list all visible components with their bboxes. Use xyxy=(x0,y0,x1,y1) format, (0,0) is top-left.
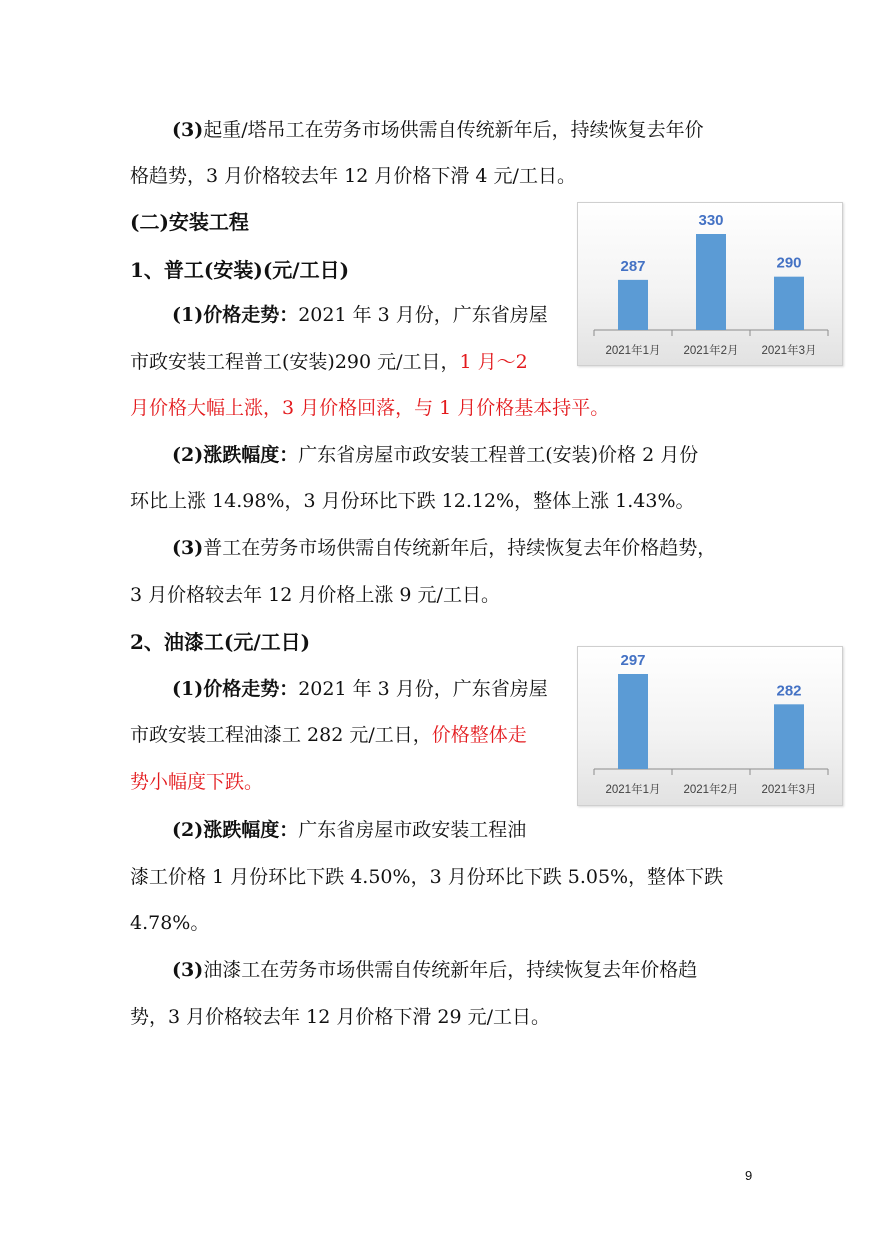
laborer-heading: 1、普工(安装)(元/工日) xyxy=(130,258,350,282)
painter-data-label: 297 xyxy=(620,652,646,669)
laborer-p2-label: (2)涨跌幅度： xyxy=(172,444,299,466)
laborer-price-chart-svg xyxy=(578,203,842,365)
section-heading-install: (二)安装工程 xyxy=(130,210,249,234)
laborer-price-chart xyxy=(577,202,843,366)
laborer-p2-line2: 环比上涨 14.98%，3 月份环比下跌 12.12%，整体上涨 1.43%。 xyxy=(130,490,695,512)
laborer-data-label: 330 xyxy=(698,212,724,229)
laborer-p1-label: (1)价格走势： xyxy=(172,304,299,326)
painter-p3-line1: (3)油漆工在劳务市场供需自传统新年后，持续恢复去年价格趋 xyxy=(172,959,698,981)
laborer-p3-prefix: (3) xyxy=(172,537,204,559)
laborer-category-label: 2021年3月 xyxy=(761,345,817,357)
painter-bar xyxy=(618,674,648,769)
painter-p3-prefix: (3) xyxy=(172,959,204,981)
crane-p3-line1: (3)起重/塔吊工在劳务市场供需自传统新年后，持续恢复去年价 xyxy=(172,119,704,141)
laborer-bar xyxy=(774,277,804,330)
painter-p2-line3: 4.78%。 xyxy=(130,912,210,934)
painter-p2-line1: (2)涨跌幅度：广东省房屋市政安装工程油 xyxy=(172,819,527,841)
laborer-category-label: 2021年1月 xyxy=(605,345,661,357)
laborer-p3-line1: (3)普工在劳务市场供需自传统新年后，持续恢复去年价格趋势， xyxy=(172,537,717,559)
laborer-bar xyxy=(696,234,726,330)
laborer-bar xyxy=(618,280,648,330)
painter-heading: 2、油漆工(元/工日) xyxy=(130,630,311,654)
laborer-data-label: 287 xyxy=(620,257,646,275)
painter-category-label: 2021年3月 xyxy=(761,784,817,796)
painter-category-label: 2021年1月 xyxy=(605,784,661,796)
painter-data-label: 282 xyxy=(776,682,802,700)
laborer-p2-line1: (2)涨跌幅度：广东省房屋市政安装工程普工(安装)价格 2 月份 xyxy=(172,444,699,466)
painter-p2-label: (2)涨跌幅度： xyxy=(172,819,299,841)
painter-bar xyxy=(774,704,804,769)
painter-category-label: 2021年2月 xyxy=(683,784,739,796)
laborer-p1-line2: 市政安装工程普工(安装)290 元/工日，1 月～2 xyxy=(130,351,528,373)
laborer-p3-line2: 3 月价格较去年 12 月价格上涨 9 元/工日。 xyxy=(130,584,500,606)
painter-p1-line2: 市政安装工程油漆工 282 元/工日，价格整体走 xyxy=(130,724,527,746)
page-number: 9 xyxy=(745,1168,753,1183)
painter-p2-line2: 漆工价格 1 月份环比下跌 4.50%，3 月份环比下跌 5.05%，整体下跌 xyxy=(130,866,724,888)
painter-p1-line3: 势小幅度下跌。 xyxy=(130,771,264,793)
laborer-data-label: 290 xyxy=(776,254,802,272)
painter-p3-line2: 势，3 月价格较去年 12 月价格下滑 29 元/工日。 xyxy=(130,1006,551,1028)
painter-price-chart-svg xyxy=(578,647,842,805)
crane-p3-line2: 格趋势，3 月价格较去年 12 月价格下滑 4 元/工日。 xyxy=(130,165,576,187)
painter-p1-label: (1)价格走势： xyxy=(172,678,299,700)
laborer-p1-line1: (1)价格走势：2021 年 3 月份，广东省房屋 xyxy=(172,304,548,326)
laborer-p1-line3: 月价格大幅上涨，3 月价格回落，与 1 月价格基本持平。 xyxy=(130,397,610,419)
crane-p3-prefix: (3) xyxy=(172,119,204,141)
painter-price-chart xyxy=(577,646,843,806)
laborer-category-label: 2021年2月 xyxy=(683,345,739,357)
painter-p1-line1: (1)价格走势：2021 年 3 月份，广东省房屋 xyxy=(172,678,548,700)
